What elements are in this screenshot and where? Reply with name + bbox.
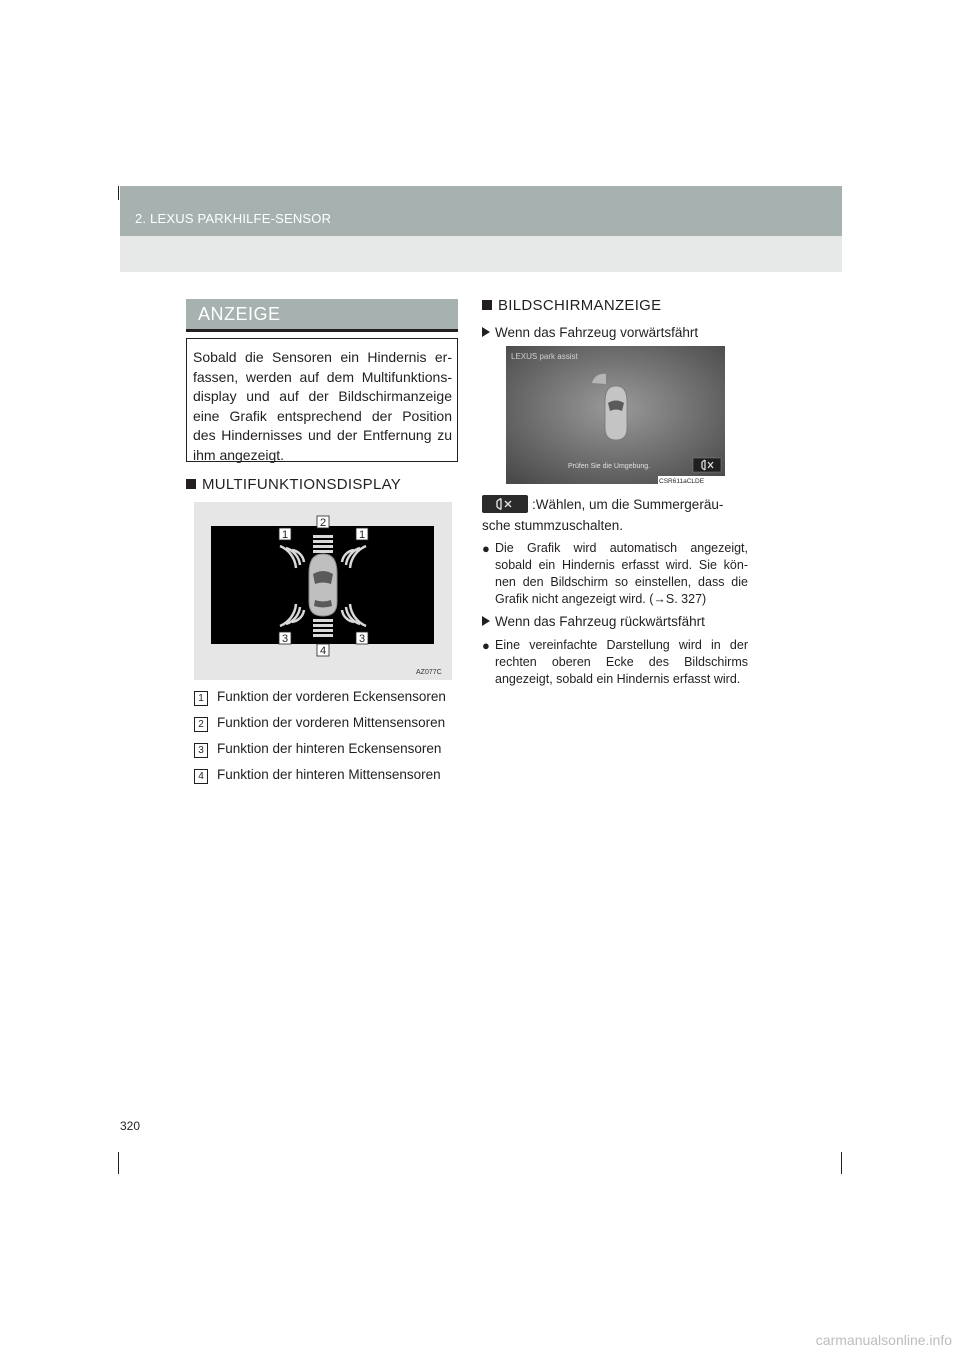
callout-1-left: 1 — [282, 529, 289, 541]
mute-text-line1: :Wählen, um die Summergeräu- — [532, 497, 724, 512]
callout-3-right: 3 — [359, 633, 366, 645]
multifunction-display-figure — [194, 502, 452, 680]
mute-text-line2: sche stummzuschalten. — [482, 518, 624, 533]
square-bullet-icon — [482, 300, 492, 310]
legend-item: 2 Funktion der vorderen Mittensensoren — [194, 715, 445, 732]
screen-message: Prüfen Sie die Umgebung. — [568, 463, 651, 470]
legend-item: 1 Funktion der vorderen Eckensensoren — [194, 689, 446, 706]
reverse-heading: Wenn das Fahrzeug rückwärtsfährt — [482, 614, 705, 629]
header-sub-bar — [120, 236, 842, 272]
mute-icon — [482, 495, 528, 513]
bullet-item: ● Die Grafik wird automatisch angezeigt, sobald ein Hindernis erfasst wird. Sie kön-nen den Bildschirm so einstellen, dass die Grafik nicht angezeigt wird. (→S. 327) — [482, 541, 748, 606]
figure-code: AZ077C — [416, 669, 442, 676]
crop-mark — [118, 186, 119, 200]
screen-figure-code: CSR611aCLDE — [659, 478, 705, 484]
callout-4: 4 — [320, 645, 327, 657]
screen-display-heading: BILDSCHIRMANZEIGE — [482, 297, 661, 314]
chapter-title: 2. LEXUS PARKHILFE-SENSOR — [135, 211, 332, 226]
mute-button[interactable] — [693, 458, 721, 472]
callout-1-right: 1 — [359, 529, 366, 541]
triangle-bullet-icon — [482, 327, 490, 337]
watermark: carmanualsonline.info — [815, 1332, 952, 1348]
bullet-dot-icon: ● — [482, 541, 490, 556]
bullet-dot-icon: ● — [482, 638, 490, 653]
legend-item: 3 Funktion der hinteren Eckensensoren — [194, 741, 441, 758]
screen-title: LEXUS park assist — [511, 352, 578, 361]
callout-3-left: 3 — [282, 633, 289, 645]
legend-item: 4 Funktion der hinteren Mittensensoren — [194, 767, 441, 784]
forward-heading: Wenn das Fahrzeug vorwärtsfährt — [482, 325, 698, 340]
parking-sensor-diagram — [194, 502, 452, 680]
park-assist-screen — [506, 346, 725, 484]
callout-2: 2 — [320, 517, 327, 529]
intro-box — [186, 338, 458, 462]
bullet-item: ● Eine vereinfachte Darstellung wird in der rechten oberen Ecke des Bildschirms angezeigt, sobald ein Hindernis erfasst wird. — [482, 638, 748, 686]
section-rule — [186, 329, 458, 332]
square-bullet-icon — [186, 479, 196, 489]
triangle-bullet-icon — [482, 616, 490, 626]
crop-mark — [118, 1152, 119, 1174]
park-assist-screen-graphic — [506, 346, 725, 484]
section-title: ANZEIGE — [186, 299, 458, 329]
multifunction-heading: MULTIFUNKTIONSDISPLAY — [186, 476, 401, 493]
crop-mark — [841, 1152, 842, 1174]
page-number: 320 — [120, 1119, 141, 1133]
intro-text: Sobald die Sensoren ein Hindernis er-fassen, werden auf dem Multifunktions-display und auf der Bildschirmanzeige eine Grafik entsprechend der Position des Hindernisses und der Entfernung zu ihm angezeigt. — [193, 349, 452, 463]
